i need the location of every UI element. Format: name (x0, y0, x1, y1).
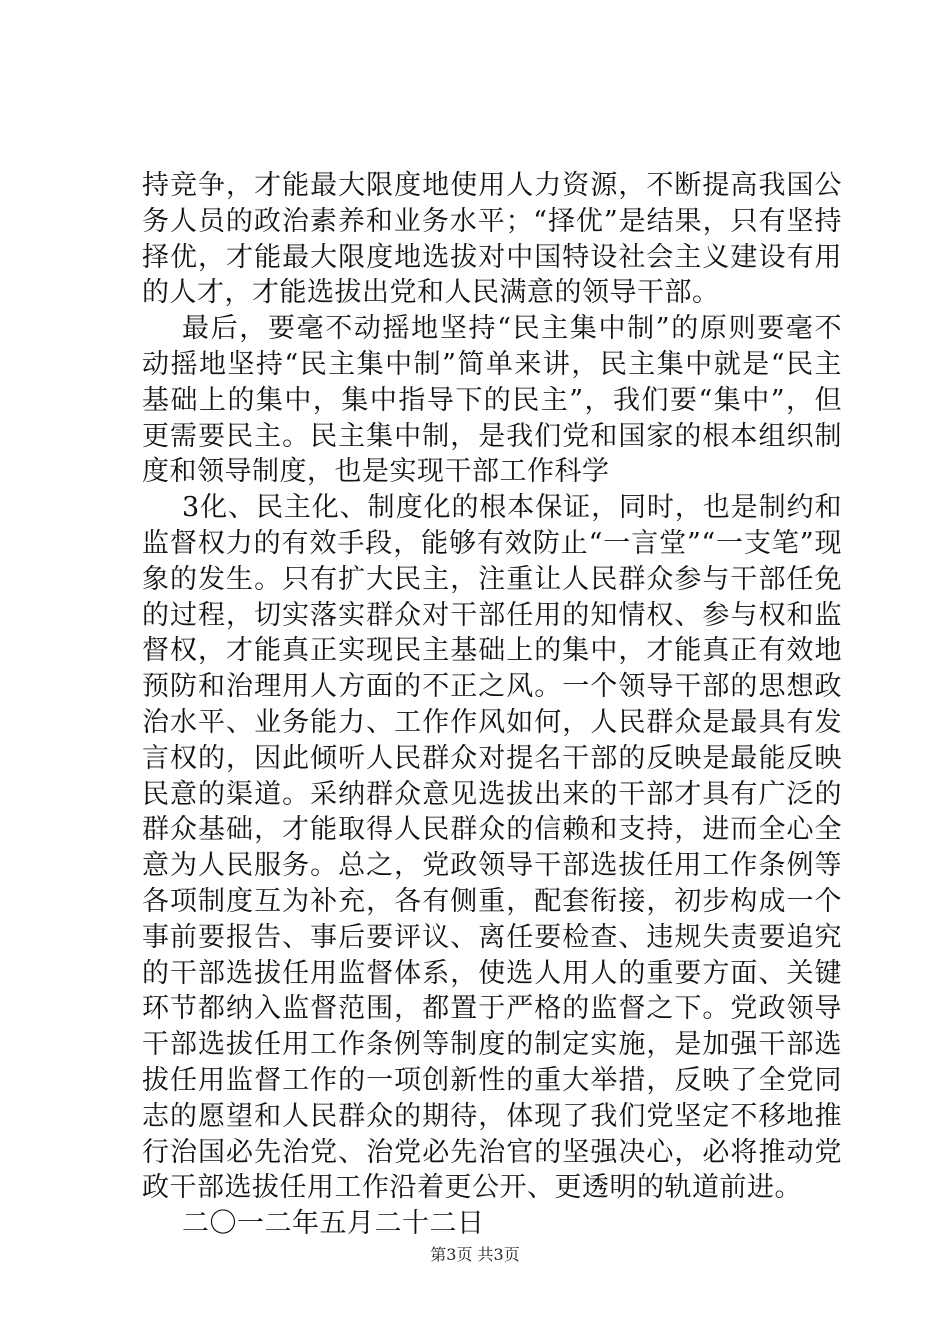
paragraph-guarantee: 3化、民主化、制度化的根本保证，同时，也是制约和监督权力的有效手段，能够有效防止“一言堂”“一支笔”现象的发生。只有扩大民主，注重让人民群众参与干部任免的过程，切实落实群众对干部任用的知情权、参与权和监督权，才能真正实现民主基础上的集中，才能真正有效地预防和治理用人方面的不正之风。一个领导干部的思想政治水平、业务能力、工作作风如何，人民群众是最具有发言权的，因此倾听人民群众对提名干部的反映是最能反映民意的渠道。采纳群众意见选拔出来的干部才具有广泛的群众基础，才能取得人民群众的信赖和支持，进而全心全意为人民服务。总之，党政领导干部选拔任用工作条例等各项制度互为补充，各有侧重，配套衔接，初步构成一个事前要报告、事后要评议、离任要检查、违规失责要追究的干部选拔任用监督体系，使选人用人的重要方面、关键环节都纳入监督范围，都置于严格的监督之下。党政领导干部选拔任用工作条例等制度的制定实施，是加强干部选拔任用监督工作的一项创新性的重大举措，反映了全党同志的愿望和人民群众的期待，体现了我们党坚定不移地推行治国必先治党、治党必先治官的坚强决心，必将推动党政干部选拔任用工作沿着更公开、更透明的轨道前进。 (142, 492, 842, 1204)
document-date: 二〇一二年五月二十二日 (182, 1208, 485, 1240)
page-footer (0, 1245, 950, 1265)
document-body (142, 168, 842, 1242)
paragraph-democratic-centralism: 最后，要毫不动摇地坚持“民主集中制”的原则要毫不动摇地坚持“民主集中制”简单来讲，民主集中就是“民主基础上的集中，集中指导下的民主”，我们要“集中”，但更需要民主。民主集中制，是我们党和国家的根本组织制度和领导制度，也是实现干部工作科学 (142, 313, 842, 488)
page-number: 第3页 共3页 (430, 1245, 520, 1264)
paragraph-continuation: 持竞争，才能最大限度地使用人力资源，不断提高我国公务人员的政治素养和业务水平；“择优”是结果，只有坚持择优，才能最大限度地选拔对中国特设社会主义建设有用的人才，才能选拔出党和人民满意的领导干部。 (142, 170, 842, 309)
